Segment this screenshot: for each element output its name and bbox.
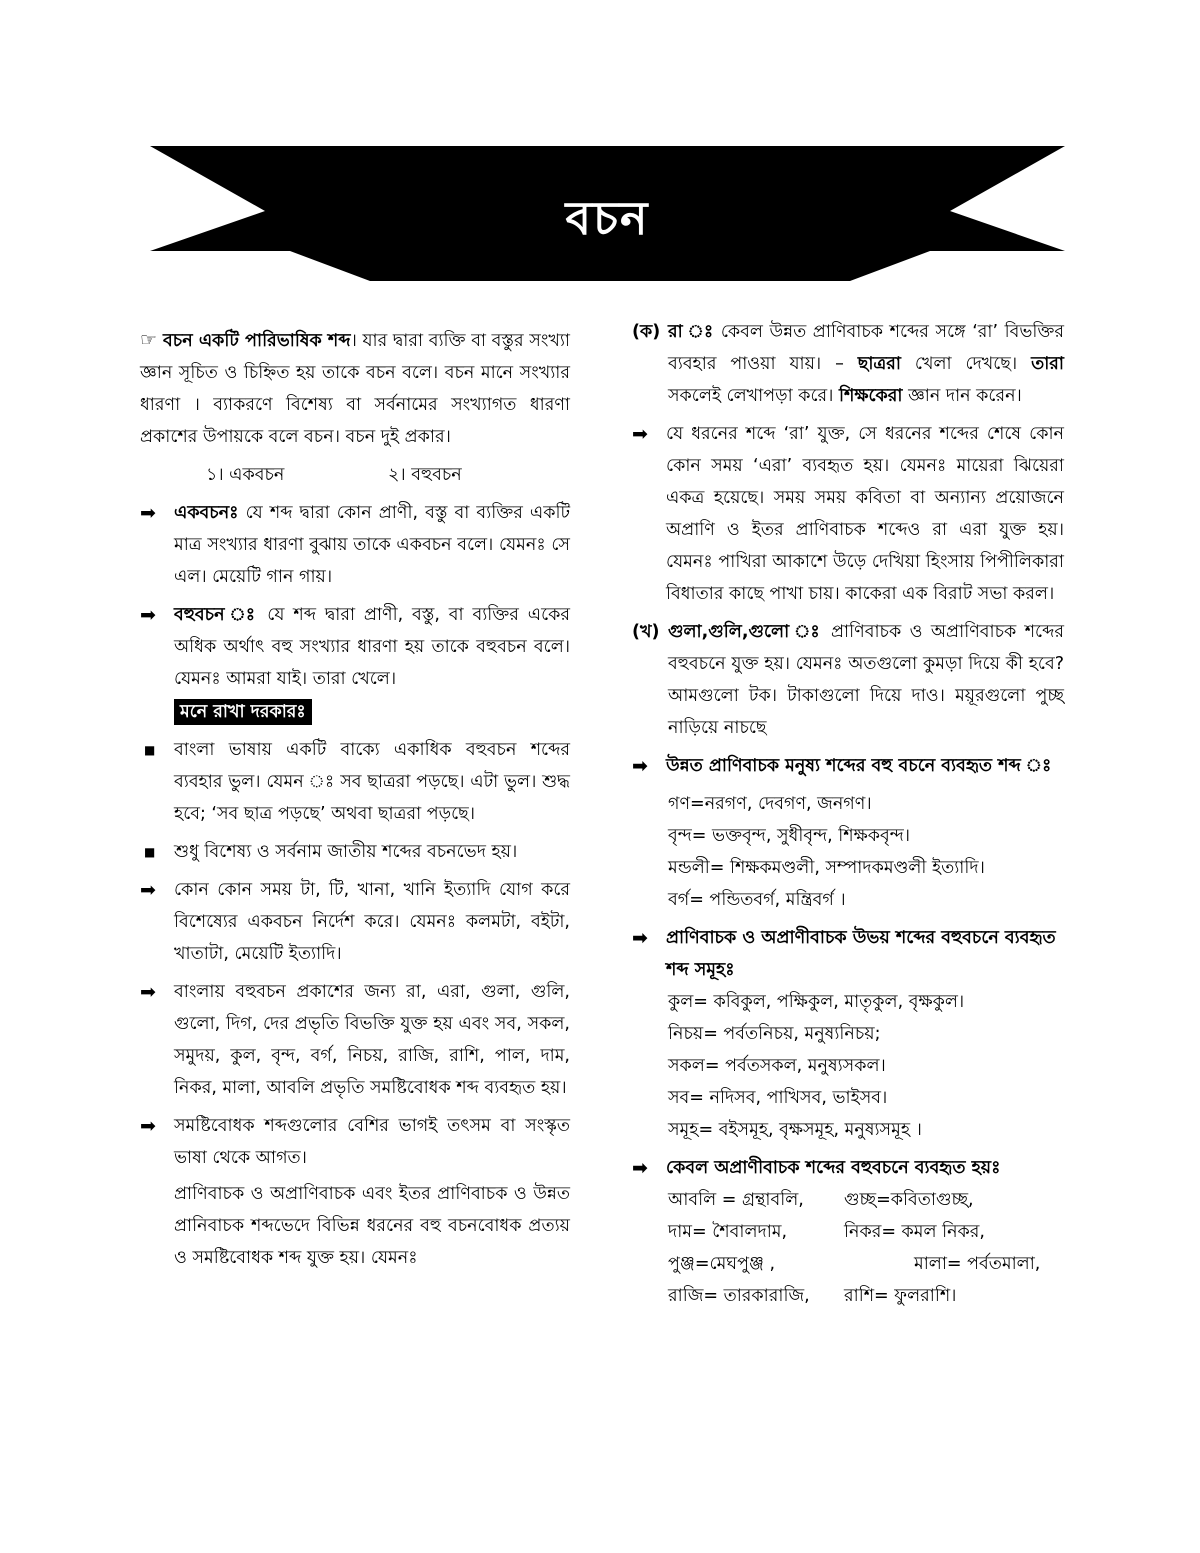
list-item [140, 976, 570, 1104]
list-item [140, 874, 570, 970]
example-word: শিক্ষকেরা [838, 386, 903, 406]
intro-text: । যার দ্বারা ব্যক্তি বা বস্তুর সংখ্যা জ্ঞান সূচিত ও চিহ্নিত হয় তাকে বচন বলে। বচন মানে সংখ্যার ধারণা । ব্যাকরণে বিশেষ্য বা সর্বনামের সংখ্যাগত ধারণা প্রকাশের উপায়কে বলে বচন। বচন দুই প্রকার। [140, 331, 570, 447]
square-bullet-icon: ■ [144, 743, 156, 757]
item-text: কোন কোন সময় টা, টি, খানা, খানি ইত্যাদি যোগ করে বিশেষ্যের একবচন নির্দেশ করে। যেমনঃ কলমটা, বইটা, খাতাটা, মেয়েটি ইত্যাদি। [174, 880, 570, 964]
pair-left: রাজি= তারকারাজি, [668, 1286, 810, 1306]
note-label: মনে রাখা দরকারঃ [174, 699, 312, 725]
pair-right: নিকর= কমল নিকর, [844, 1222, 985, 1242]
list-item: নিচয়= পর্বতনিচয়, মনুষ্যনিচয়; [668, 1024, 881, 1044]
page-title: বচন [565, 191, 650, 245]
title-banner [150, 146, 1065, 281]
list-item: বৃন্দ= ভক্তবৃন্দ, সুধীবৃন্দ, শিক্ষকবৃন্দ। [668, 826, 911, 846]
list-item [140, 1110, 570, 1174]
section-text: কেবল উন্নত প্রাণিবাচক শব্দের সঙ্গে ‘রা’ বিভক্তির ব্যবহার পাওয়া যায়। – [668, 322, 1064, 374]
arrow-right-icon: ➡ [632, 755, 648, 777]
type-plural: ২। বহুবচন [388, 465, 462, 485]
item-text: যে ধরনের শব্দে ‘রা’ যুক্ত, সে ধরনের শব্দের শেষে কোন কোন সময় ‘এরা’ ব্যবহৃত হয়। যেমনঃ মায়েরা ঝিয়েরা একত্র হয়েছে। সময় সময় কবিতা বা অন্যান্য প্রয়োজনে অপ্রাণি ও ইতর প্রাণিবাচক শব্দেও রা এরা যুক্ত হয়। যেমনঃ পাখিরা আকাশে উড়ে দেখিয়া হিংসায় পিপীলিকারা বিধাতার কাছে পাখা চায়। কাকেরা এক বিরাট সভা করল। [666, 424, 1064, 604]
heading-both-plural [632, 922, 1064, 986]
arrow-right-icon: ➡ [632, 927, 648, 949]
pointing-hand-icon: ☞ [140, 329, 158, 351]
section-kha-label: (খ) [632, 622, 660, 642]
pair-right: গুচ্ছ=কবিতাগুচ্ছ, [844, 1190, 974, 1210]
intro-lead: বচন একটি পারিভাষিক শব্দ [163, 331, 351, 351]
pair-row [632, 1216, 1064, 1248]
arrow-right-icon: ➡ [140, 981, 156, 1003]
types-row [140, 459, 570, 491]
item-text: যে শব্দ দ্বারা প্রাণী, বস্তু, বা ব্যক্তির একের অধিক অর্থাৎ বহু সংখ্যার ধারণা হয় তাকে বহুবচন বলে। যেমনঃ আমরা যাই। তারা খেলে। [174, 605, 571, 689]
heading-text: প্রাণিবাচক ও অপ্রাণীবাচক উভয় শব্দের বহুবচনে ব্যবহৃত শব্দ সমূহঃ [666, 928, 1056, 980]
arrow-right-icon: ➡ [632, 423, 648, 445]
word-list-1 [632, 788, 1064, 916]
list-item: সকল= পর্বতসকল, মনুষ্যসকল। [668, 1056, 886, 1076]
intro-paragraph [140, 324, 570, 453]
pair-left: পুঞ্জ=মেঘপুঞ্জ , [668, 1254, 776, 1274]
heading-inanimate-plural [632, 1152, 1064, 1184]
square-bullet-icon: ■ [144, 845, 156, 859]
section-text: খেলা দেখছে। [900, 354, 1032, 374]
section-ka-label: (ক) [632, 322, 661, 342]
word-pairs [632, 1184, 1064, 1312]
item-text: শুধু বিশেষ্য ও সর্বনাম জাতীয় শব্দের বচনভেদ হয়। [174, 842, 518, 862]
section-ka-term: রা ঃ [668, 322, 715, 342]
left-column [140, 324, 570, 1274]
pair-left: আবলি = গ্রন্থাবলি, [668, 1190, 804, 1210]
section-text: প্রাণিবাচক ও অপ্রাণিবাচক শব্দের বহুবচনে যুক্ত হয়। যেমনঃ অতগুলো কুমড়া দিয়ে কী হবে? আমগুলো টক। টাকাগুলো দিয়ে দাও। ময়ূরগুলো পুচ্ছ নাড়িয়ে নাচছে [668, 622, 1064, 738]
arrow-right-icon: ➡ [140, 604, 156, 626]
item-text: সমষ্টিবোধক শব্দগুলোর বেশির ভাগই তৎসম বা সংস্কৃত ভাষা থেকে আগত। [174, 1116, 570, 1168]
right-column [632, 316, 1064, 1312]
arrow-right-icon: ➡ [140, 879, 156, 901]
list-item [140, 734, 570, 830]
example-word: ছাত্ররা [857, 354, 901, 374]
list-item: সব= নদিসব, পাখিসব, ভাইসব। [668, 1088, 888, 1108]
section-kha [632, 616, 1064, 744]
example-word: তারা [1031, 354, 1064, 374]
list-item: সমূহ= বইসমূহ, বৃক্ষসমূহ, মনুষ্যসমূহ । [668, 1120, 922, 1140]
item-text: বাংলা ভাষায় একটি বাক্যে একাধিক বহুবচন শব্দের ব্যবহার ভুল। যেমন ঃ সব ছাত্ররা পড়ছে। এটা ভুল। শুদ্ধ হবে; ‘সব ছাত্র পড়ছে’ অথবা ছাত্ররা পড়ছে। [174, 740, 570, 824]
list-item: গণ=নরগণ, দেবগণ, জনগণ। [668, 794, 872, 814]
word-list-2 [632, 986, 1064, 1146]
pair-row [632, 1248, 1064, 1280]
pair-left: দাম= শৈবালদাম, [668, 1222, 788, 1242]
arrow-right-icon: ➡ [140, 502, 156, 524]
heading-human-plural [632, 750, 1064, 782]
item-text: বাংলায় বহুবচন প্রকাশের জন্য রা, এরা, গুলা, গুলি, গুলো, দিগ, দের প্রভৃতি বিভক্তি যুক্ত হয় এবং সব, সকল, সমুদয়, কুল, বৃন্দ, বর্গ, নিচয়, রাজি, রাশি, পাল, দাম, নিকর, মালা, আবলি প্রভৃতি সমষ্টিবোধক শব্দ ব্যবহৃত হয়। [174, 982, 570, 1098]
arrow-right-icon: ➡ [140, 1115, 156, 1137]
section-text: জ্ঞান দান করেন। [902, 386, 1022, 406]
list-item [140, 836, 570, 868]
pair-row [632, 1280, 1064, 1312]
list-item [140, 497, 570, 593]
term-plural: বহুবচন ঃ [174, 605, 259, 625]
arrow-right-icon: ➡ [632, 1157, 648, 1179]
closing-paragraph: প্রাণিবাচক ও অপ্রাণিবাচক এবং ইতর প্রাণিবাচক ও উন্নত প্রানিবাচক শব্দভেদে বিভিন্ন ধরনের বহু বচনবোধক প্রত্যয় ও সমষ্টিবোধক শব্দ যুক্ত হয়। যেমনঃ [174, 1184, 570, 1268]
pair-right: রাশি= ফুলরাশি। [844, 1286, 957, 1306]
heading-text: কেবল অপ্রাণীবাচক শব্দের বহুবচনে ব্যবহৃত হয়ঃ [666, 1158, 1001, 1178]
list-item: কুল= কবিকুল, পক্ষিকুল, মাতৃকুল, বৃক্ষকুল। [668, 992, 965, 1012]
heading-text: উন্নত প্রাণিবাচক মনুষ্য শব্দের বহু বচনে ব্যবহৃত শব্দ ঃ [666, 756, 1052, 776]
section-kha-term: গুলা,গুলি,গুলো ঃ [668, 622, 823, 642]
item-text: যে শব্দ দ্বারা কোন প্রাণী, বস্তু বা ব্যক্তির একটি মাত্র সংখ্যার ধারণা বুঝায় তাকে একবচন বলে। যেমনঃ সে এল। মেয়েটি গান গায়। [174, 503, 570, 587]
pair-row [632, 1184, 1064, 1216]
list-item [632, 418, 1064, 610]
list-item: মন্ডলী= শিক্ষকমণ্ডলী, সম্পাদকমণ্ডলী ইত্যাদি। [668, 858, 985, 878]
list-item: বর্গ= পন্ডিতবর্গ, মন্ত্রিবর্গ । [668, 890, 846, 910]
term-singular: একবচনঃ [174, 503, 239, 523]
section-ka [632, 316, 1064, 412]
type-singular: ১। একবচন [206, 465, 285, 485]
list-item [140, 599, 570, 695]
section-text: সকলেই লেখাপড়া করে। [668, 386, 839, 406]
pair-right: মালা= পর্বতমালা, [914, 1254, 1041, 1274]
